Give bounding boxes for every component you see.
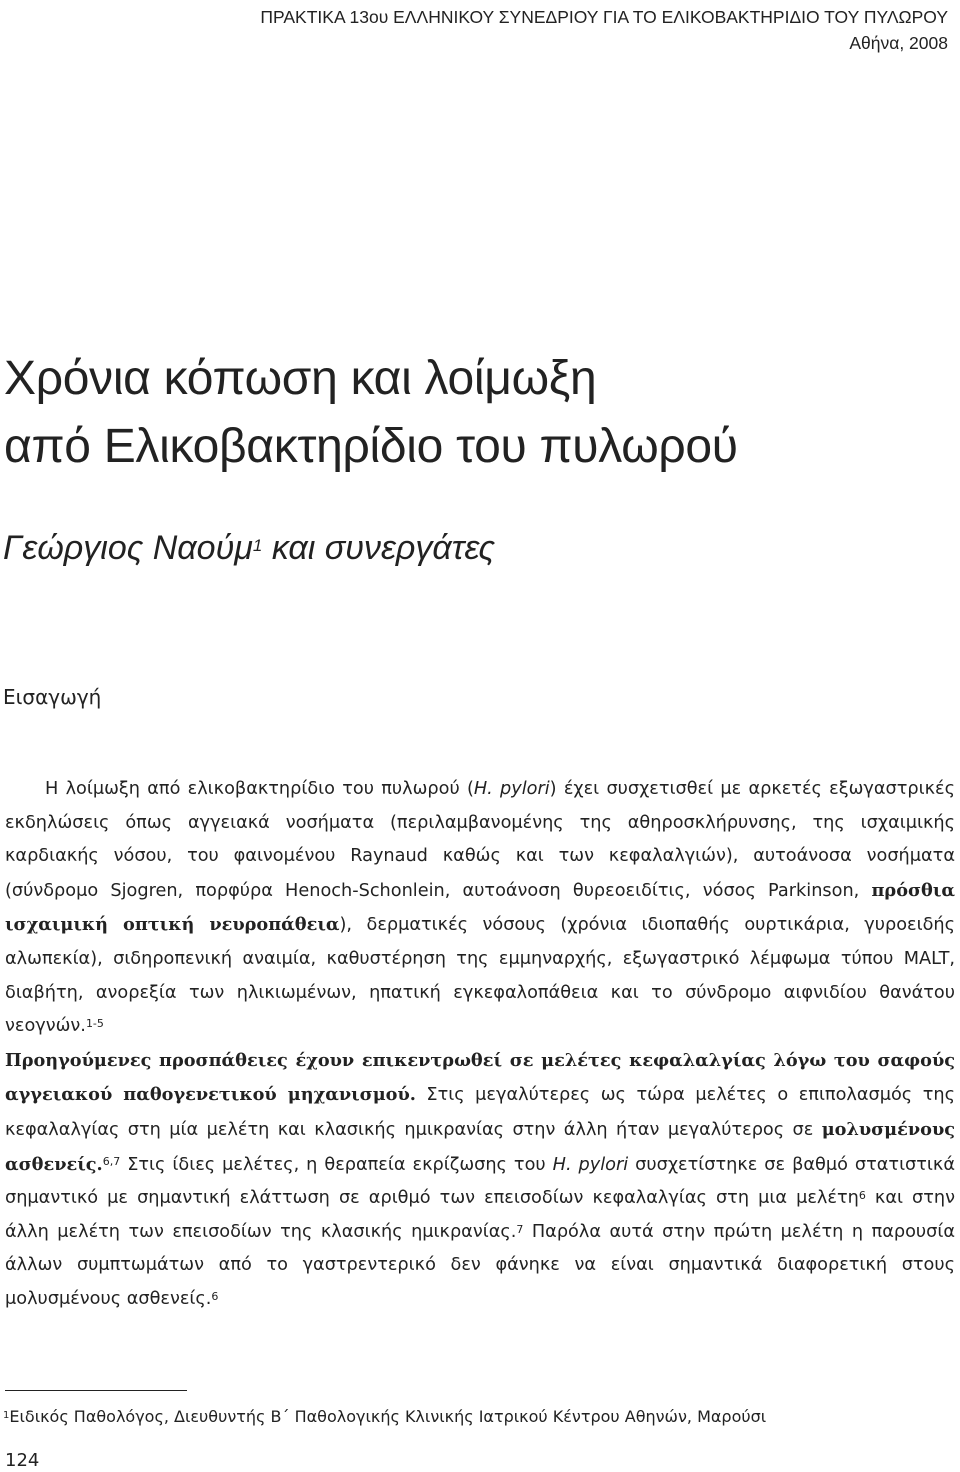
article-title-line-2: από Ελικοβακτηρίδιο του πυλωρού — [4, 420, 738, 473]
text-span: ), δερματικές νόσους (χρόνια ιδιοπαθής ουρτικάρια, γυροειδής αλωπεκία), σιδηροπενική αναιμία, καθυστέρηση της εμμηναρχής, εξωγαστρικό λέμφωμα τύπου MALT, διαβήτη, ανορεξία των ηλικιωμένων, ηπατική εγκεφαλοπάθεια και το σύνδρομο αιφνιδίου θανάτου νεογνών. — [5, 915, 956, 1037]
species-name: H. pylori — [552, 1154, 629, 1175]
paragraph-headache-studies — [5, 1044, 955, 1317]
author-name: Γεώργιος Ναούμ — [3, 529, 253, 567]
author-suffix: και συνεργάτες — [262, 529, 496, 567]
page-number: 124 — [5, 1450, 40, 1471]
text-span: ) έχει συσχετισθεί με αρκετές εξωγαστρικές εκδηλώσεις όπως αγγειακά νοσήματα (περιλαμβανομένης της αθηροσκλήρυνσης, της ισχαιμικής καρδιακής νόσου, του φαινομένου Raynaud καθώς και των κεφαλαλγιών), αυτοάνοσα νοσήματα (σύνδρομο Sjogren, πορφύρα Henoch-Schonlein, αυτοάνοση θυρεοειδίτις, νόσος Parkinson, — [5, 779, 955, 901]
footnote — [3, 1405, 766, 1429]
conference-title: ΠΡΑΚΤΙΚΑ 13ου ΕΛΛΗΝΙΚΟΥ ΣΥΝΕΔΡΙΟΥ ΓΙΑ ΤΟ ΕΛΙΚΟΒΑΚΤΗΡΙΔΙΟ ΤΟΥ ΠΥΛΩΡΟΥ — [260, 7, 948, 27]
section-heading: Εισαγωγή — [3, 685, 102, 709]
bold-term: πρόσθια ισχαιμική οπτική νευροπάθεια — [5, 879, 955, 936]
citation-reference: 6 — [211, 1289, 219, 1303]
paragraph-introduction — [5, 773, 955, 1044]
text-span: Παρόλα αυτά στην πρώτη μελέτη η παρουσία άλλων συμπτωμάτων από το γαστρεντερικό δεν φάνηκε να είναι σημαντικά διαφορετική στους μολυσμένους ασθενείς. — [5, 1221, 956, 1309]
article-title — [4, 345, 944, 481]
footnote-marker: 1 — [3, 1410, 10, 1421]
bold-term: μολυσμένους ασθενείς. — [5, 1118, 955, 1175]
footnote-divider — [5, 1390, 187, 1391]
species-name: H. pylori — [473, 779, 550, 799]
conference-location-date: Αθήνα, 2008 — [849, 33, 948, 53]
footnote-text: Ειδικός Παθολόγος, Διευθυντής Β΄ Παθολογικής Κλινικής Ιατρικού Κέντρου Αθηνών, Μαρούσι — [9, 1407, 767, 1426]
text-span: Στις μεγαλύτερες ως τώρα μελέτες ο επιπολασμός της κεφαλαλγίας στη μία μελέτη και κλασικής ημικρανίας στην άλλη ήταν μεγαλύτερος σε — [5, 1085, 955, 1140]
bold-sentence: Προηγούμενες προσπάθειες έχουν επικεντρωθεί σε μελέτες κεφαλαλγίας λόγω του σαφούς αγγειακού παθογενετικού μηχανισμού. — [5, 1049, 955, 1106]
text-span: Η λοίμωξη από ελικοβακτηρίδιο του πυλωρού ( — [45, 779, 474, 799]
text-span: Στις ίδιες μελέτες, η θεραπεία εκρίζωσης του — [120, 1154, 553, 1175]
citation-reference: 1-5 — [85, 1017, 104, 1031]
text-span: και στην άλλη μελέτη των επεισοδίων της κλασικής ημικρανίας. — [5, 1188, 956, 1242]
running-header — [260, 4, 948, 56]
author-line — [3, 528, 495, 568]
text-span: συσχετίστηκε σε βαθμό στατιστικά σημαντικό με σημαντική ελάττωση σε αριθμό των επεισοδίων κεφαλαλγίας στη μια μελέτη — [5, 1154, 955, 1209]
citation-reference: 7 — [516, 1222, 524, 1236]
article-body — [5, 773, 955, 1317]
author-affiliation-marker: 1 — [252, 536, 263, 555]
citation-reference: 6 — [858, 1189, 866, 1203]
citation-reference: 6,7 — [102, 1154, 121, 1168]
article-title-line-1: Χρόνια κόπωση και λοίμωξη — [4, 352, 597, 405]
